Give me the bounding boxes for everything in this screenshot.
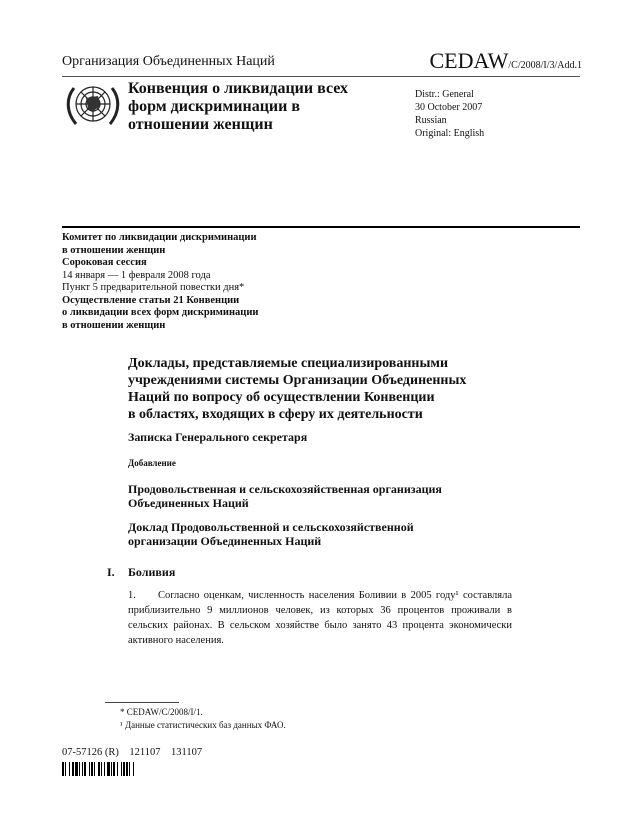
footnote: * CEDAW/C/2008/I/1. <box>120 707 203 717</box>
session: Сороковая сессия <box>62 257 147 268</box>
paragraph-text: Согласно оценкам, численность населения Боливии в 2005 году¹ составляла приблизительно 9 миллионов человек, из которых 36 процентов проживали в сельских районах. В сельском хозяйстве было занято 43 процента экономически активного населения. <box>128 590 512 646</box>
footnote-rule <box>105 702 179 703</box>
language: Russian <box>415 115 447 126</box>
barcode-icon <box>62 762 202 776</box>
document-id: 07-57126 (R) 121107 131107 <box>62 747 203 758</box>
report-line: организации Объединенных Наций <box>128 534 322 548</box>
note-heading: Записка Генерального секретаря <box>128 430 308 444</box>
report-line: Доклад Продовольственной и сельскохозяйственной <box>128 520 414 534</box>
original-language: Original: English <box>415 128 485 139</box>
agency-line: Объединенных Наций <box>128 496 249 510</box>
organization-name: Организация Объединенных Наций <box>62 54 275 69</box>
barcode-bar <box>134 762 136 776</box>
committee-name: в отношении женщин <box>62 244 166 256</box>
topic: о ликвидации всех форм дискриминации <box>62 307 259 318</box>
section-number: I. <box>107 565 115 579</box>
title-line: Конвенция о ликвидации всех <box>128 80 349 97</box>
title-line: в областях, входящих в сферу их деятельности <box>128 407 423 422</box>
convention-title <box>128 80 348 134</box>
report-title <box>128 520 414 548</box>
paragraph <box>128 588 512 648</box>
section-rule <box>62 226 580 228</box>
agency-name <box>128 482 442 510</box>
committee-name: Комитет по ликвидации дискриминации <box>62 232 257 243</box>
session-dates: 14 января — 1 февраля 2008 года <box>62 269 211 281</box>
topic: Осуществление статьи 21 Конвенции <box>62 294 240 306</box>
committee-block <box>62 232 258 332</box>
paragraph-number: 1. <box>128 590 136 601</box>
agency-line: Продовольственная и сельскохозяйственная организация <box>128 482 442 496</box>
distribution-info <box>415 88 484 140</box>
header-rule <box>62 76 580 77</box>
footnotes <box>120 706 286 732</box>
topic: в отношении женщин <box>62 319 166 331</box>
date: 30 October 2007 <box>415 102 483 113</box>
title-line: отношении женщин <box>128 116 273 133</box>
agenda-item: Пункт 5 предварительной повестки дня* <box>62 282 245 293</box>
main-title <box>128 355 466 423</box>
title-line: форм дискриминации в <box>128 98 301 115</box>
footnote: ¹ Данные статистических баз данных ФАО. <box>120 720 286 730</box>
un-emblem-icon <box>62 80 124 128</box>
title-line: Наций по вопросу об осуществлении Конвенции <box>128 390 435 405</box>
title-line: учреждениями системы Организации Объединенных <box>128 373 467 388</box>
distribution: Distr.: General <box>415 89 474 100</box>
document-symbol <box>429 48 582 74</box>
section-title: Боливия <box>128 565 176 579</box>
addendum-label: Добавление <box>128 458 176 468</box>
symbol-suffix: /C/2008/I/3/Add.1 <box>508 60 582 71</box>
symbol-main: CEDAW <box>429 48 509 73</box>
title-line: Доклады, представляемые специализированными <box>128 356 449 371</box>
